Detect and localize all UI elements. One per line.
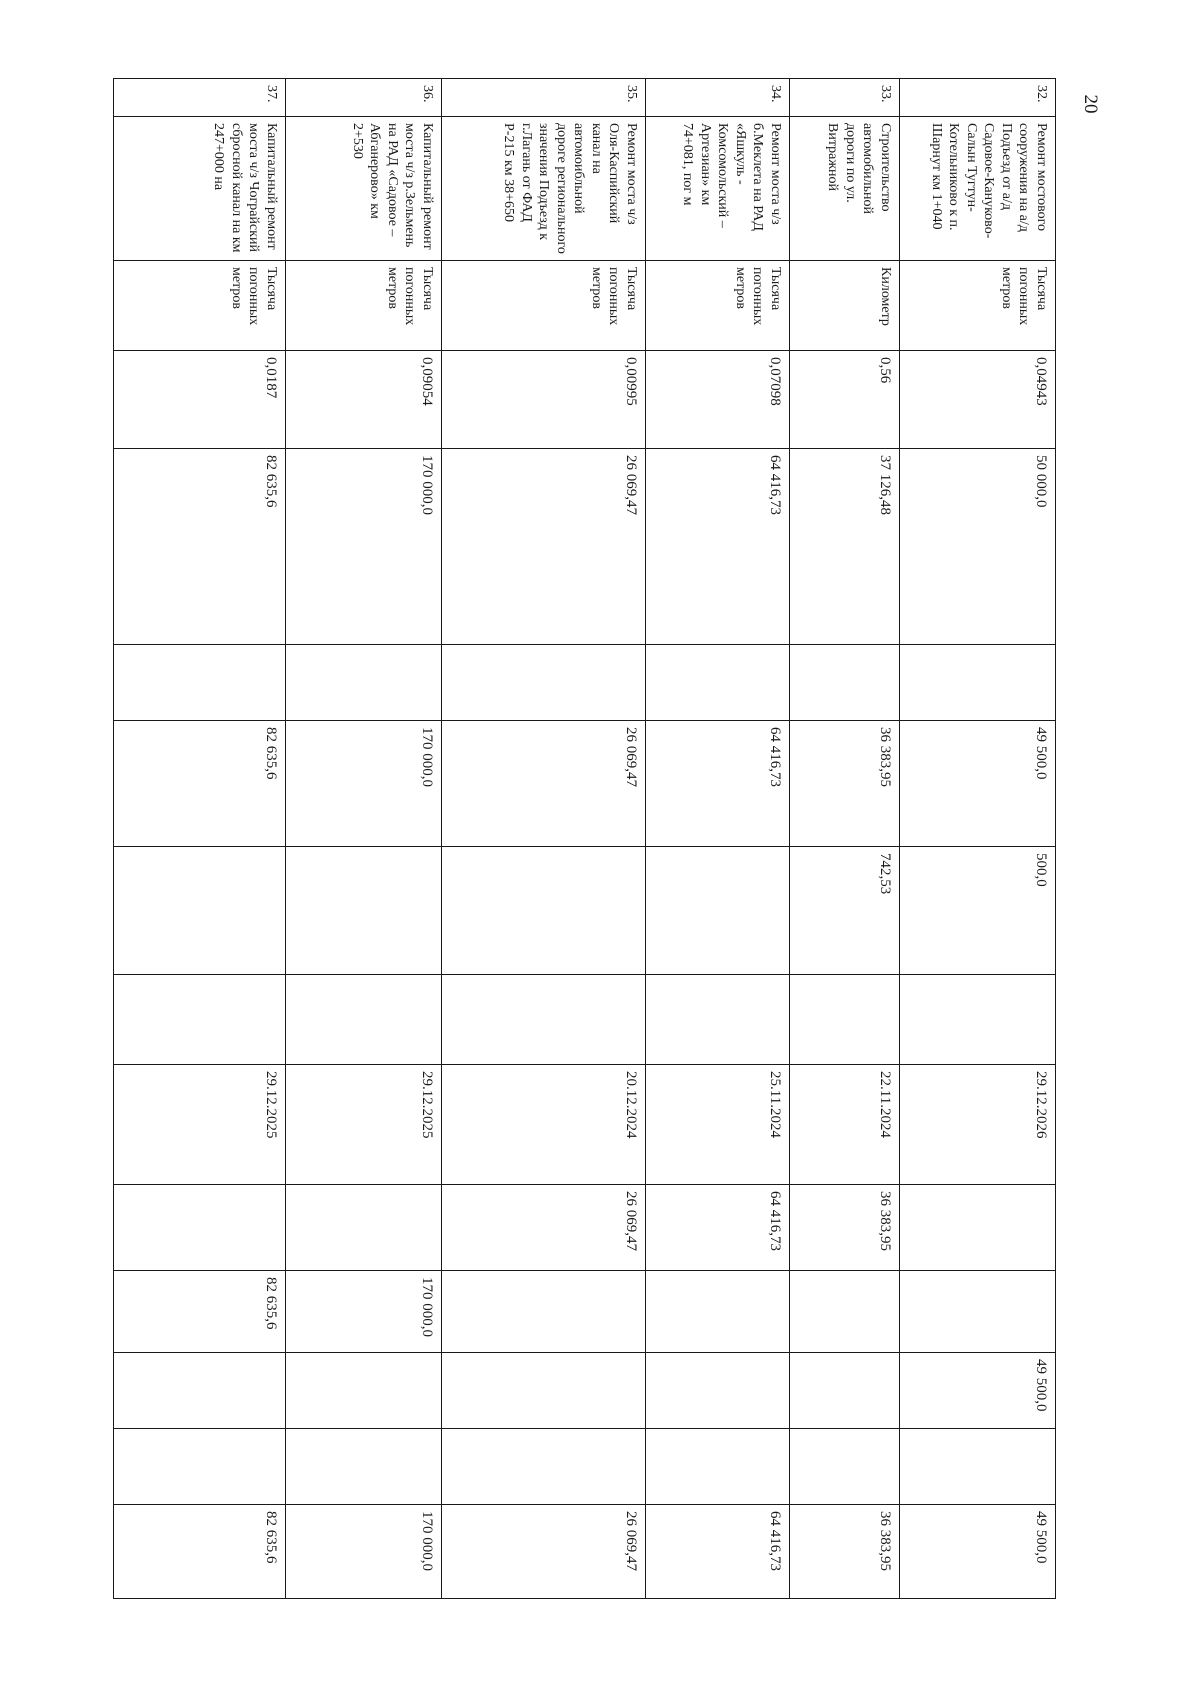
cell-col6 [442,645,646,721]
cell-name: Капитальный ремонт моста ч/з р.Зельмень на РАД «Садовое – Абганерово» км 2+530 [286,117,442,261]
cell-date: 25.11.2024 [646,1065,790,1185]
cell-date: 20.12.2024 [442,1065,646,1185]
cell-name: Ремонт мостового сооружения на а/д Подъезд от а/д Садовое-Кануково-Салын Тугтун-Котельниково к п. Шарнут км 1+040 [900,117,1056,261]
cell-col6 [114,645,286,721]
cell-2025: 170 000,0 [286,1271,442,1353]
cell-number: 33. [790,79,900,117]
cell-number: 34. [646,79,790,117]
cell-col7: 36 383,95 [790,721,900,847]
cell-2025 [442,1271,646,1353]
cell-quantity: 0,00995 [442,351,646,449]
cell-quantity: 0,04943 [900,351,1056,449]
cell-cost: 64 416,73 [646,449,790,645]
cell-2025 [790,1271,900,1353]
cell-quantity: 0,07098 [646,351,790,449]
cell-2027 [790,1429,900,1505]
cell-name: Строительство автомобильной дороги по ул. Витражной [790,117,900,261]
cell-name: Ремонт моста ч/з б.Меклета на РАД «Яшкуль - Комсомольский – Артезиан» км 74+081, пог м [646,117,790,261]
table-row [646,79,790,1599]
cell-col9 [286,975,442,1065]
cell-col6 [900,645,1056,721]
page-number: 20 [1080,94,1101,114]
cell-2024 [900,1185,1056,1271]
cell-col9 [442,975,646,1065]
cell-cost: 82 635,6 [114,449,286,645]
cell-col6 [790,645,900,721]
cell-2025: 82 635,6 [114,1271,286,1353]
cell-2027 [900,1429,1056,1505]
cell-unit: Тысяча погонных метров [646,261,790,351]
cell-total: 82 635,6 [114,1505,286,1599]
projects-table [113,78,1056,1599]
cell-2026 [646,1353,790,1429]
cell-col6 [286,645,442,721]
cell-col8: 742,53 [790,847,900,975]
cell-2026 [286,1353,442,1429]
cell-quantity: 0,0187 [114,351,286,449]
cell-2027 [646,1429,790,1505]
cell-quantity: 0,56 [790,351,900,449]
cell-number: 37. [114,79,286,117]
cell-name: Капитальный ремонт моста ч/з Чограйский сбросной канал на км 247+000 на [114,117,286,261]
cell-date: 29.12.2025 [114,1065,286,1185]
cell-date: 22.11.2024 [790,1065,900,1185]
cell-2026: 49 500,0 [900,1353,1056,1429]
cell-2027 [114,1429,286,1505]
cell-col7: 49 500,0 [900,721,1056,847]
cell-2024: 36 383,95 [790,1185,900,1271]
table-row [900,79,1056,1599]
table-row [442,79,646,1599]
table-container [114,78,1056,1571]
rotated-table-wrapper [114,78,1056,1571]
cell-col8: 500,0 [900,847,1056,975]
cell-2026 [442,1353,646,1429]
cell-unit: Тысяча погонных метров [442,261,646,351]
cell-total: 64 416,73 [646,1505,790,1599]
cell-total: 36 383,95 [790,1505,900,1599]
cell-unit: Километр [790,261,900,351]
cell-total: 26 069,47 [442,1505,646,1599]
cell-cost: 50 000,0 [900,449,1056,645]
cell-date: 29.12.2026 [900,1065,1056,1185]
cell-col8 [286,847,442,975]
cell-total: 49 500,0 [900,1505,1056,1599]
cell-col7: 64 416,73 [646,721,790,847]
cell-col8 [114,847,286,975]
cell-unit: Тысяча погонных метров [114,261,286,351]
cell-col7: 170 000,0 [286,721,442,847]
cell-unit: Тысяча погонных метров [286,261,442,351]
cell-col9 [114,975,286,1065]
cell-number: 36. [286,79,442,117]
cell-2024 [114,1185,286,1271]
cell-col6 [646,645,790,721]
cell-quantity: 0,09054 [286,351,442,449]
cell-2026 [114,1353,286,1429]
cell-col9 [900,975,1056,1065]
table-row [286,79,442,1599]
cell-name: Ремонт моста ч/з Оля-Каспийский канал на автомоибльной дороге регионального значения Подъезд к г.Лагань от ФАД Р-215 км 38+650 [442,117,646,261]
cell-2024 [286,1185,442,1271]
cell-2025 [900,1271,1056,1353]
table-row [790,79,900,1599]
cell-number: 32. [900,79,1056,117]
cell-col8 [646,847,790,975]
cell-col7: 82 635,6 [114,721,286,847]
cell-col9 [790,975,900,1065]
cell-2027 [286,1429,442,1505]
cell-2027 [442,1429,646,1505]
cell-2026 [790,1353,900,1429]
cell-cost: 26 069,47 [442,449,646,645]
cell-cost: 37 126,48 [790,449,900,645]
cell-2024: 64 416,73 [646,1185,790,1271]
cell-number: 35. [442,79,646,117]
cell-col8 [442,847,646,975]
cell-2024: 26 069,47 [442,1185,646,1271]
cell-total: 170 000,0 [286,1505,442,1599]
cell-col9 [646,975,790,1065]
cell-cost: 170 000,0 [286,449,442,645]
cell-col7: 26 069,47 [442,721,646,847]
cell-2025 [646,1271,790,1353]
cell-unit: Тысяча погонных метров [900,261,1056,351]
table-row [114,79,286,1599]
cell-date: 29.12.2025 [286,1065,442,1185]
